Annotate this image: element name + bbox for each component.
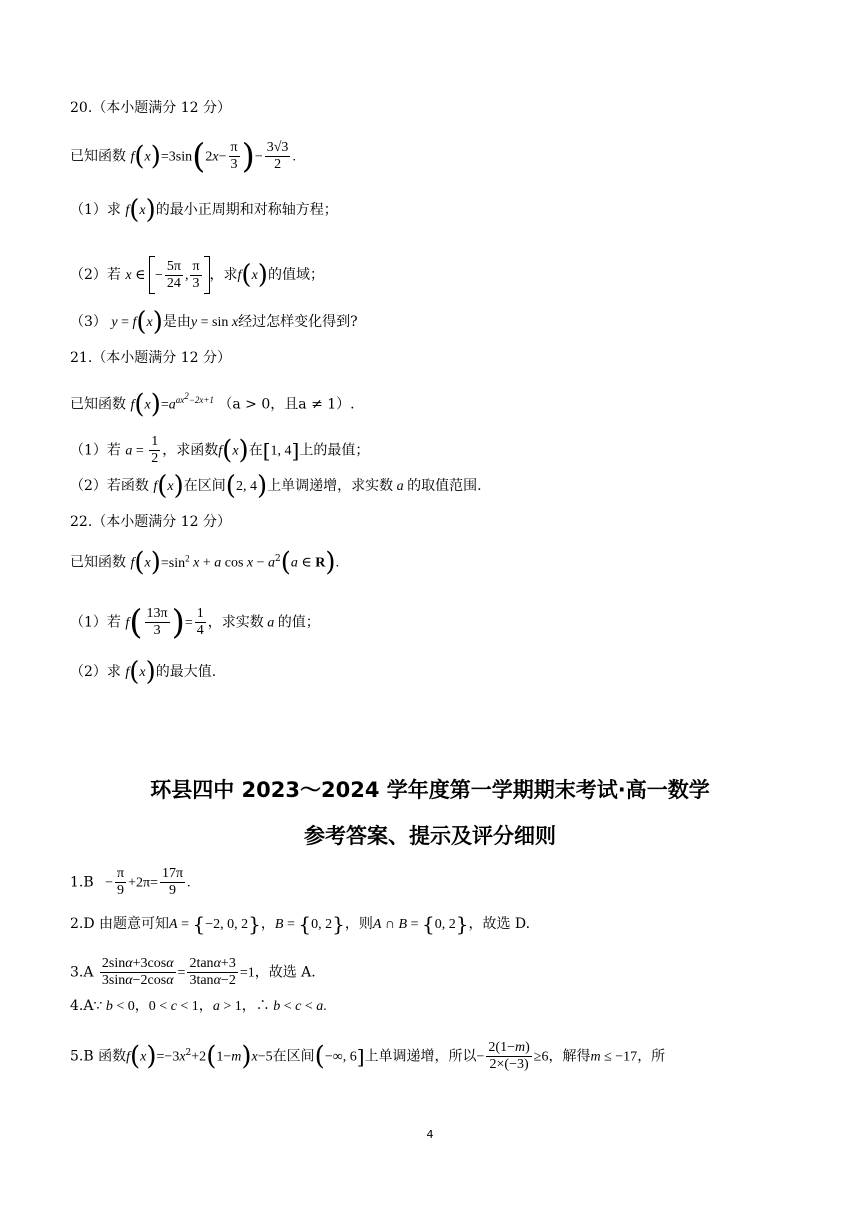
q21-p1-b: ，求函数 bbox=[162, 442, 219, 459]
q20-part3: （3） y = f(x)是由y = sin x经过怎样变化得到? bbox=[70, 307, 358, 337]
q22-intro: 已知函数 bbox=[70, 554, 126, 571]
answers-subtitle: 参考答案、提示及评分细则 bbox=[304, 824, 556, 848]
answer-5: 5.B 函数$f(x)=-3x^2+2(1-m)x-5$在区间(−∞, 6]上单调递增，所以− $\frac{2(1-m)}{2\times(-3)}$ ≥6，解得m ≤ −17，所 bbox=[70, 1040, 666, 1072]
answers-title: 环县四中 2023～2024 学年度第一学期期末考试·高一数学 bbox=[150, 778, 710, 802]
answer-2-end: ，故选 D. bbox=[468, 916, 531, 932]
q20-intro: 已知函数 bbox=[70, 148, 126, 165]
answer-4: 4.A∵ b < 0，0 < c < 1，a > 1，∴ b < c < a. bbox=[70, 998, 327, 1014]
answer-4-label: 4.A bbox=[70, 998, 94, 1014]
q22-p1-c: 的值； bbox=[277, 614, 320, 631]
q21-p2-a: （2）若函数 bbox=[70, 478, 149, 494]
q21-p2-d: 的取值范围. bbox=[407, 478, 482, 494]
answer-5-text: 函数 bbox=[98, 1048, 127, 1065]
q22-header: 22.（本小题满分 12 分） bbox=[70, 514, 231, 530]
page-number: 4 bbox=[426, 1128, 434, 1141]
q20-p3-a: （3） bbox=[70, 314, 107, 330]
answer-2-sep: ， bbox=[260, 916, 275, 932]
q21-p2-c: 上单调递增，求实数 bbox=[267, 478, 394, 494]
q21-p1-c: 在 bbox=[248, 442, 263, 459]
q21-header: 21.（本小题满分 12 分） bbox=[70, 350, 231, 366]
answer-2-then: ，则 bbox=[344, 916, 373, 932]
q20-p2-c: 的值域； bbox=[267, 267, 324, 283]
answer-2: 2.D 由题意可知A = {−2, 0, 2}，B = {0, 2}，则A ∩ B = {0, 2}，故选 D. bbox=[70, 912, 531, 936]
q22-p2-b: 的最大值. bbox=[155, 664, 217, 680]
q20-statement: 已知函数 f(x)=3sin(2x− $\frac{\pi}{3}$ )− $\frac{3√3}{2}$ . bbox=[70, 136, 296, 177]
q21-condition: （a > 0，且a ≠ 1）. bbox=[218, 396, 355, 413]
answer-5-end: ，解得 bbox=[548, 1048, 591, 1065]
answer-1: 1.B − $\frac{\pi}{9}$ +2π= $\frac{17\pi}{9}$ . bbox=[70, 866, 191, 898]
answer-3-end: ，故选 A. bbox=[254, 964, 316, 981]
q20-p1-b: 的最小正周期和对称轴方程； bbox=[155, 202, 338, 218]
answer-5-mid2: 上单调递增，所以 bbox=[364, 1048, 477, 1065]
q22-p1-b: ，求实数 bbox=[207, 614, 264, 631]
q20-part2: （2）若 x ∈ − $\frac{5\pi}{24}$ , $\frac{\pi}{3}$ ，求f(x)的值域； bbox=[70, 256, 324, 294]
q20-p2-a: （2）若 bbox=[70, 267, 121, 283]
answer-2-label: 2.D bbox=[70, 916, 95, 932]
answer-1-label: 1.B bbox=[70, 874, 94, 891]
q20-part1: （1）求 f(x)的最小正周期和对称轴方程； bbox=[70, 195, 338, 225]
q20-header: 20.（本小题满分 12 分） bbox=[70, 100, 231, 116]
q21-statement: 已知函数 $f(x)=a^{ax^2-2x+1}$ （a > 0，且a ≠ 1）. bbox=[70, 389, 355, 420]
q20-p3-b: 是由 bbox=[162, 314, 191, 330]
q22-part1: （1）若 f( $\frac{13\pi}{3}$ )= $\frac{1}{4}$ ，求实数 a 的值； bbox=[70, 602, 320, 643]
answer-5-mid: 在区间 bbox=[272, 1048, 315, 1065]
answer-3-label: 3.A bbox=[70, 964, 94, 981]
q21-p2-b: 在区间 bbox=[183, 478, 226, 494]
q21-p1-d: 上的最值； bbox=[299, 442, 370, 459]
q21-part1: （1）若 a = $\frac{1}{2}$ ，求函数f(x)在[1, 4]上的最值； bbox=[70, 434, 370, 466]
q21-p1-a: （1）若 bbox=[70, 442, 121, 459]
q22-statement: 已知函数 $f(x)=\sin^2$ x + a $\cos x - a^2(a$ ∈ R). bbox=[70, 547, 340, 578]
q21-intro: 已知函数 bbox=[70, 396, 126, 413]
answer-5-label: 5.B bbox=[70, 1048, 94, 1065]
answer-5-tail: ，所 bbox=[637, 1048, 666, 1065]
q20-p3-c: 经过怎样变化得到? bbox=[238, 314, 358, 330]
q22-part2: （2）求 f(x)的最大值. bbox=[70, 657, 217, 687]
q22-p2-a: （2）求 bbox=[70, 664, 121, 680]
q22-p1-a: （1）若 bbox=[70, 614, 121, 631]
q21-part2: （2）若函数 f(x)在区间(2, 4)上单调递增，求实数 a 的取值范围. bbox=[70, 471, 482, 501]
answer-2-text: 由题意可知 bbox=[99, 916, 170, 932]
q20-p2-b: ，求 bbox=[209, 267, 238, 283]
q20-p1-a: （1）求 bbox=[70, 202, 121, 218]
answer-3: 3.A $\frac{2\sin\alpha+3\cos\alpha}{3\sin\alpha-2\cos\alpha}$ = $\frac{2\tan\alpha+3}{3\tan\alpha-2}$ =1，故选 A. bbox=[70, 956, 316, 988]
